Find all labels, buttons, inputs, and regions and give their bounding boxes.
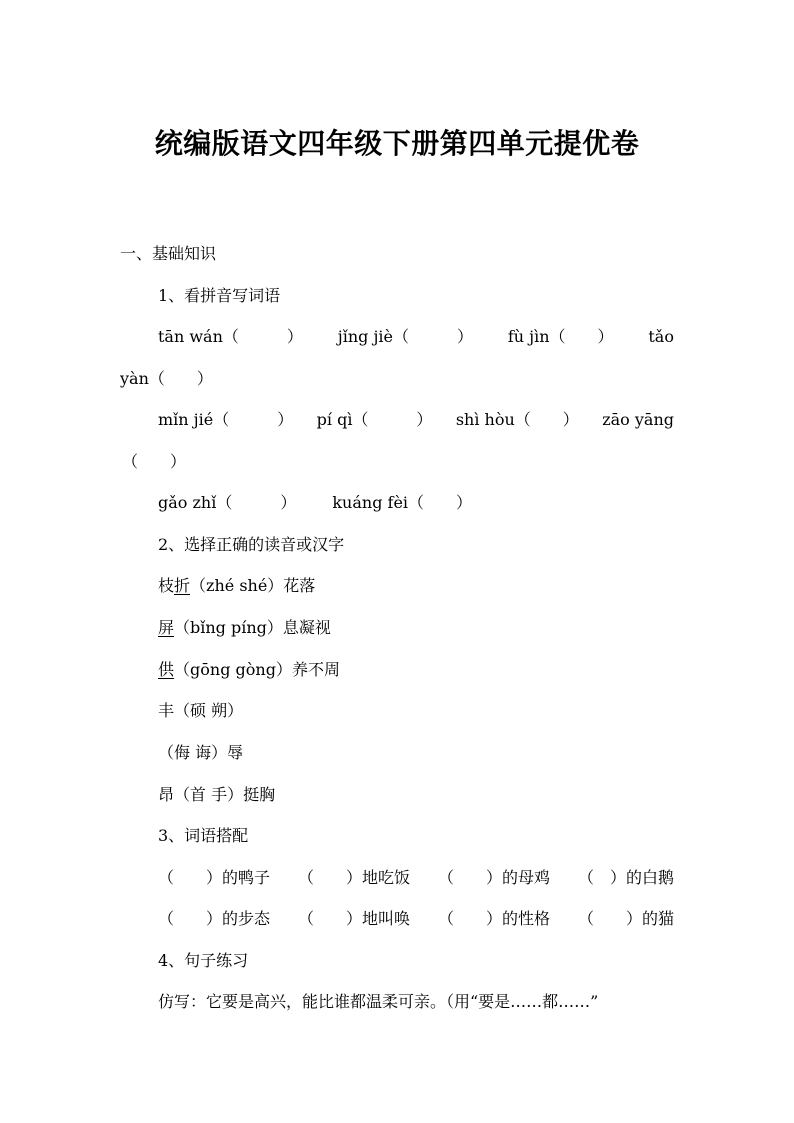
pinyin-row-1-wrap: yàn（ ） xyxy=(120,369,213,388)
choice-item: 昂（首 手）挺胸 xyxy=(158,785,276,804)
pinyin-row-1 xyxy=(158,326,674,348)
imitation-sentence: 仿写：它要是高兴，能比谁都温柔可亲。（用“要是……都……” xyxy=(158,992,599,1011)
match-item: （ ）地吃饭 xyxy=(297,868,410,887)
pinyin-row-3 xyxy=(158,492,472,514)
pinyin-item: jǐng jiè（ ） xyxy=(337,327,473,346)
pinyin-item: mǐn jié（ ） xyxy=(158,410,294,429)
match-item: （ ）的猫 xyxy=(577,909,674,928)
match-row-1 xyxy=(158,867,674,889)
section-heading: 一、基础知识 xyxy=(120,244,217,263)
pinyin-row-2 xyxy=(158,409,674,431)
choice-item: 供（gōng gòng）养不周 xyxy=(158,660,340,679)
pinyin-item: gǎo zhǐ（ ） xyxy=(158,493,297,512)
underlined-char: 折 xyxy=(174,576,191,595)
choice-item: （侮 诲）辱 xyxy=(158,743,244,762)
page-title: 统编版语文四年级下册第四单元提优卷 xyxy=(154,127,640,160)
pinyin-item: tān wán（ ） xyxy=(158,327,303,346)
pinyin-item: shì hòu（ ） xyxy=(455,410,579,429)
question-1-heading: 1、看拼音写词语 xyxy=(158,286,281,305)
match-item: （ ）的鸭子 xyxy=(158,868,271,887)
question-3-heading: 3、词语搭配 xyxy=(158,826,249,845)
pinyin-item: pí qì（ ） xyxy=(316,410,433,429)
pinyin-item: tǎo xyxy=(648,327,674,346)
match-row-2 xyxy=(158,908,674,930)
choice-item: 枝折（zhé shé）花落 xyxy=(158,576,316,595)
underlined-char: 供 xyxy=(158,660,175,679)
match-item: （ ）的母鸡 xyxy=(437,868,550,887)
pinyin-row-2-wrap: （ ） xyxy=(122,452,187,471)
match-item: （ ）的步态 xyxy=(158,909,271,928)
pinyin-item: zāo yāng xyxy=(602,410,674,429)
match-item: （ ）的性格 xyxy=(437,909,550,928)
choice-item: 丰（硕 朔） xyxy=(158,701,244,720)
pinyin-item: kuáng fèi（ ） xyxy=(332,493,473,512)
pinyin-item: fù jìn（ ） xyxy=(507,327,614,346)
choice-item: 屏（bǐng píng）息凝视 xyxy=(158,618,331,637)
match-item: （ ）的白鹅 xyxy=(577,868,674,887)
question-2-heading: 2、选择正确的读音或汉字 xyxy=(158,535,345,554)
question-4-heading: 4、句子练习 xyxy=(158,951,249,970)
match-item: （ ）地叫唤 xyxy=(297,909,410,928)
underlined-char: 屏 xyxy=(158,618,175,637)
